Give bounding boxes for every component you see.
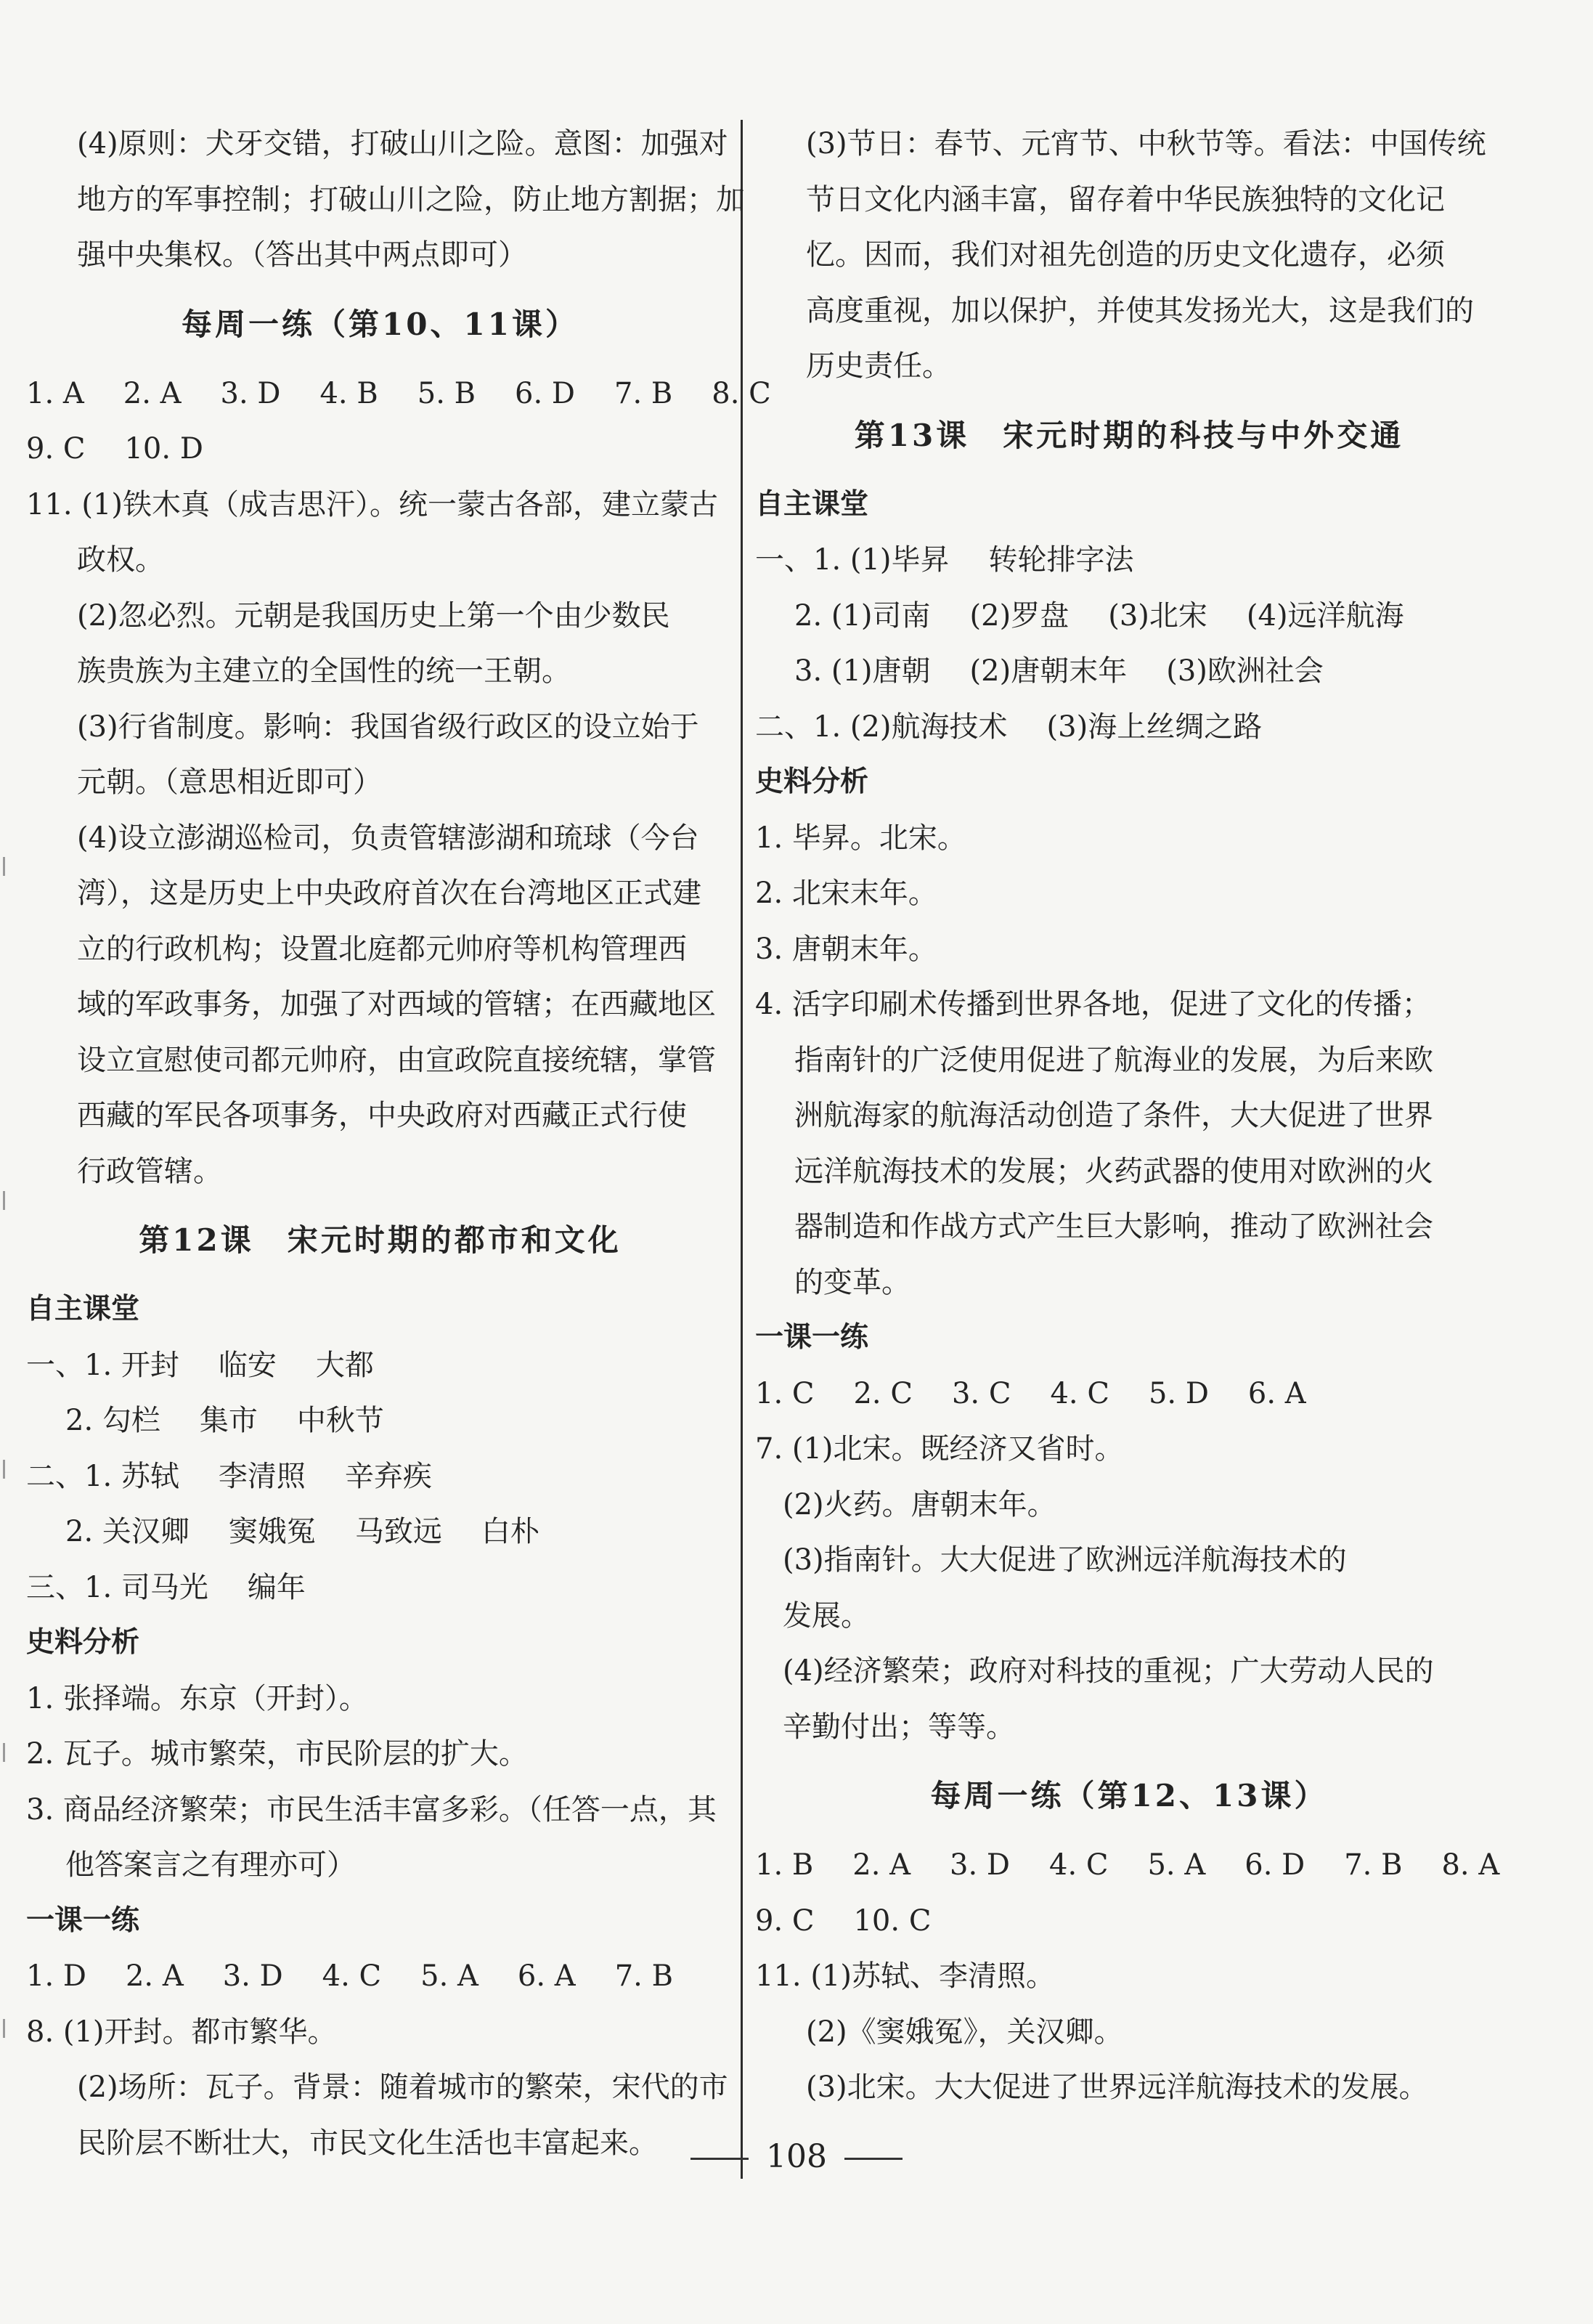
answer-line: 他答案言之有理亦可） <box>65 1848 356 1882</box>
answer-line: 器制造和作战方式产生巨大影响，推动了欧洲社会 <box>794 1210 1433 1243</box>
answer-line: 的变革。 <box>794 1265 910 1299</box>
footer-rule-right <box>844 2158 903 2160</box>
answer-line: 政权。 <box>77 543 164 577</box>
left-column <box>26 116 771 2171</box>
choice-answers-row: 1. A 2. A 3. D 4. B 5. B 6. D 7. B 8. C <box>26 376 771 410</box>
answer-line: 7. (1)北宋。既经济又省时。 <box>755 1432 1124 1466</box>
answer-line: 忆。因而，我们对祖先创造的历史文化遗存，必须 <box>806 238 1445 272</box>
answer-line: 族贵族为主建立的全国性的统一王朝。 <box>77 654 571 688</box>
answer-line: 3. 商品经济繁荣；市民生活丰富多彩。（任答一点，其 <box>26 1792 717 1827</box>
answer-line: 域的军政事务，加强了对西域的管辖；在西藏地区 <box>77 988 716 1021</box>
answer-line: 发展。 <box>783 1598 870 1633</box>
weekly-practice-heading: 每周一练（第12、13课） <box>930 1778 1328 1813</box>
fill-in-answers: 一、1. 开封 临安 大都 <box>26 1348 374 1382</box>
answer-line: 3. 唐朝末年。 <box>755 932 937 966</box>
answer-line: 辛勤付出；等等。 <box>783 1710 1015 1744</box>
answer-line: 远洋航海技术的发展；火药武器的使用对欧洲的火 <box>794 1154 1433 1188</box>
fill-in-answers: 2. (1)司南 (2)罗盘 (3)北宋 (4)远洋航海 <box>794 598 1404 633</box>
fill-in-answers: 3. (1)唐朝 (2)唐朝末年 (3)欧洲社会 <box>794 654 1324 688</box>
section-heading-practice: 一课一练 <box>755 1321 869 1354</box>
answer-line: 元朝。（意思相近即可） <box>77 765 382 799</box>
lesson-13-heading: 第13课 宋元时期的科技与中外交通 <box>854 417 1404 453</box>
answer-line: 2. 北宋末年。 <box>755 877 937 910</box>
answer-line: (4)经济繁荣；政府对科技的重视；广大劳动人民的 <box>783 1654 1434 1688</box>
page-footer <box>0 2135 1593 2179</box>
answer-line: 高度重视，加以保护，并使其发扬光大，这是我们的 <box>806 293 1474 328</box>
answer-line: 洲航海家的航海活动创造了条件，大大促进了世界 <box>794 1099 1433 1132</box>
choice-answers-row: 9. C 10. C <box>755 1904 932 1938</box>
section-heading-practice: 一课一练 <box>26 1904 140 1937</box>
answer-line: (4)原则：犬牙交错，打破山川之险。意图：加强对 <box>77 127 728 161</box>
answer-line: 行政管辖。 <box>77 1154 222 1188</box>
choice-answers-row: 1. B 2. A 3. D 4. C 5. A 6. D 7. B 8. A <box>755 1848 1500 1882</box>
section-heading-self-study: 自主课堂 <box>26 1293 140 1325</box>
answer-line: 强中央集权。（答出其中两点即可） <box>77 238 527 272</box>
answer-line: 民阶层不断壮大，市民文化生活也丰富起来。 <box>77 2126 658 2160</box>
answer-line: 2. 瓦子。城市繁荣，市民阶层的扩大。 <box>26 1737 528 1771</box>
answer-line: (2)《窦娥冤》，关汉卿。 <box>806 2015 1123 2049</box>
right-column <box>755 116 1503 2116</box>
binding-mark <box>3 1743 14 1762</box>
fill-in-answers: 2. 勾栏 集市 中秋节 <box>65 1404 384 1437</box>
answer-line: 地方的军事控制；打破山川之险，防止地方割据；加 <box>77 182 745 216</box>
answer-line: 立的行政机构；设置北庭都元帅府等机构管理西 <box>77 932 687 966</box>
choice-answers-row: 9. C 10. D <box>26 432 203 466</box>
answer-line: 指南针的广泛使用促进了航海业的发展，为后来欧 <box>794 1043 1433 1077</box>
fill-in-answers: 一、1. (1)毕昇 转轮排字法 <box>755 543 1134 577</box>
answer-line: (4)设立澎湖巡检司，负责管辖澎湖和琉球（今台 <box>77 821 699 855</box>
answer-line: 11. (1)铁木真（成吉思汗）。统一蒙古各部，建立蒙古 <box>26 487 718 521</box>
binding-mark <box>3 1460 14 1479</box>
answer-line: 4. 活字印刷术传播到世界各地，促进了文化的传播； <box>755 988 1431 1021</box>
answer-line: (2)场所：瓦子。背景：随着城市的繁荣，宋代的市 <box>77 2071 728 2104</box>
binding-mark <box>3 1191 14 1210</box>
fill-in-answers: 三、1. 司马光 编年 <box>26 1570 306 1604</box>
answer-line: 1. 毕昇。北宋。 <box>755 821 966 855</box>
answer-line: 11. (1)苏轼、李清照。 <box>755 1959 1055 1993</box>
answer-line: 设立宣慰使司都元帅府，由宣政院直接统辖，掌管 <box>77 1043 716 1077</box>
answer-line: (3)行省制度。影响：我国省级行政区的设立始于 <box>77 710 699 744</box>
footer-rule-left <box>690 2158 749 2160</box>
lesson-12-heading: 第12课 宋元时期的都市和文化 <box>139 1222 622 1258</box>
answer-line: (2)忽必烈。元朝是我国历史上第一个由少数民 <box>77 598 670 633</box>
answer-line: (3)节日：春节、元宵节、中秋节等。看法：中国传统 <box>806 127 1486 161</box>
section-heading-self-study: 自主课堂 <box>755 487 869 521</box>
answer-line: 节日文化内涵丰富，留存着中华民族独特的文化记 <box>806 182 1445 216</box>
answer-line: 湾），这是历史上中央政府首次在台湾地区正式建 <box>77 877 701 910</box>
fill-in-answers: 2. 关汉卿 窦娥冤 马致远 白朴 <box>65 1515 539 1548</box>
answer-line: (2)火药。唐朝末年。 <box>783 1487 1056 1521</box>
section-heading-source-analysis: 史料分析 <box>755 765 869 798</box>
binding-mark <box>3 2019 14 2038</box>
weekly-practice-heading: 每周一练（第10、11课） <box>182 306 579 342</box>
answer-line: 8. (1)开封。都市繁华。 <box>26 2015 337 2049</box>
answer-line: 西藏的军民各项事务，中央政府对西藏正式行使 <box>77 1099 687 1132</box>
column-divider <box>741 120 743 2179</box>
answer-line: (3)指南针。大大促进了欧洲远洋航海技术的 <box>783 1543 1347 1577</box>
answer-line: (3)北宋。大大促进了世界远洋航海技术的发展。 <box>806 2071 1428 2104</box>
fill-in-answers: 二、1. (2)航海技术 (3)海上丝绸之路 <box>755 710 1263 744</box>
answer-line: 1. 张择端。东京（开封）。 <box>26 1681 368 1715</box>
binding-mark <box>3 857 14 876</box>
page-number: 108 <box>766 2138 827 2175</box>
choice-answers-row: 1. D 2. A 3. D 4. C 5. A 6. A 7. B <box>26 1959 673 1993</box>
choice-answers-row: 1. C 2. C 3. C 4. C 5. D 6. A <box>755 1376 1306 1410</box>
answer-line: 历史责任。 <box>806 349 951 383</box>
section-heading-source-analysis: 史料分析 <box>26 1626 140 1659</box>
fill-in-answers: 二、1. 苏轼 李清照 辛弃疾 <box>26 1459 432 1493</box>
